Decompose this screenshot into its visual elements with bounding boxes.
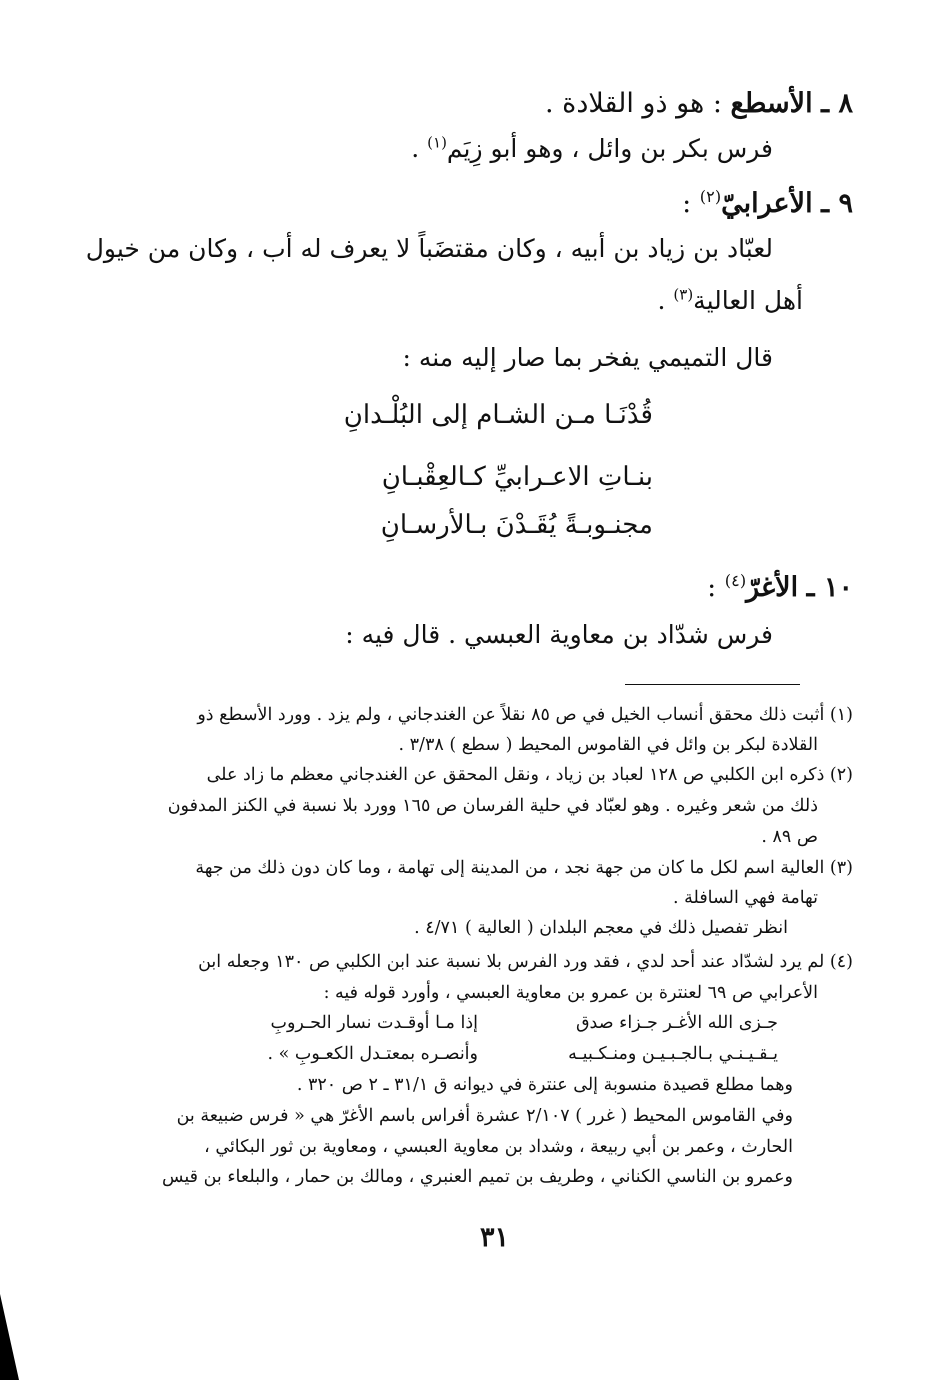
- footnote-2-line: ذلك من شعر وغيره . وهو لعبّاد في حلية الفرسان ص ١٦٥ وورد بلا نسبة في الكنز المدفون: [167, 796, 818, 816]
- footnote-4-verse-2a: يـقـيـنـي بـالجـبـيـن ومنـكـبيـه: [568, 1044, 778, 1064]
- verse-line: قُدْنَـا مـن الشـام إلى البُلْـدانِ: [343, 400, 653, 430]
- verse-line: بنـاتِ الاعـرابيِّ كـالعِقْبـانِ: [381, 462, 653, 492]
- footnote-2-line: ص ٨٩ .: [761, 827, 818, 847]
- footnote-4-line: وفي القاموس المحيط ( غرر ) ٢/١٠٧ عشرة أفراس باسم الأغرّ هي « فرس ضبيعة بن: [176, 1106, 793, 1126]
- entry-number: ٩ ـ: [821, 188, 853, 219]
- punctuation: .: [657, 286, 674, 315]
- footnote-ref: (١): [427, 133, 447, 152]
- entry-text: فرس بكر بن وائل ، وهو أبو زِيَم: [446, 134, 773, 163]
- entry-9-line-2: [657, 286, 803, 316]
- entry-name: الأسطع: [730, 88, 813, 119]
- footnote-4-verse-1a: جـزى الله الأغـر جـزاء صدق: [575, 1013, 778, 1033]
- footnote-4-line: وهما مطلع قصيدة منسوبة إلى عنترة في ديوانه ق ٣١/١ ـ ٢ ص ٣٢٠ .: [296, 1075, 793, 1095]
- footnote-4-line: الحارث ، وعمر بن أبي ربيعة ، وشداد بن معاوية العبسي ، ومعاوية بن ثور البكائي ،: [204, 1137, 793, 1157]
- footnote-1-line: (١) أثبت ذلك محقق أنساب الخيل في ص ٨٥ نقلاً عن الغندجاني ، ولم يزد . وورد الأسطع ذو: [197, 705, 853, 725]
- entry-10-heading: [707, 572, 853, 604]
- footnote-ref: (٣): [673, 285, 694, 304]
- footnote-4-line: وعمرو بن الناسي الكناني ، وطريف بن تميم العنبري ، ومالك بن حمار ، والبلعاء بن قيس: [162, 1167, 793, 1187]
- footnote-3-line: (٣) العالية اسم لكل ما كان من جهة نجد ، من المدينة إلى تهامة ، وما كان دون ذلك من جهة: [195, 858, 853, 878]
- entry-number: ١٠ ـ: [806, 572, 853, 603]
- entry-name: الأغرّ: [746, 572, 799, 603]
- footnote-2-line: (٢) ذكره ابن الكلبي ص ١٢٨ لعباد بن زياد ، ونقل المحقق عن الغندجاني معظم ما زاد على: [206, 765, 853, 785]
- footnote-4-verse-1b: إذا مـا أوقـدت نسار الحـروبِ: [270, 1013, 478, 1033]
- punctuation: :: [707, 572, 725, 603]
- entry-text: أهل العالية: [693, 286, 803, 315]
- footnote-separator: [625, 684, 800, 685]
- entry-name: الأعرابيّ: [721, 188, 813, 219]
- entry-heading-rest: : هو ذو القلادة .: [545, 88, 731, 119]
- entry-9-heading: [682, 188, 853, 220]
- quote-intro: قال التميمي يفخر بما صار إليه منه :: [402, 343, 773, 372]
- entry-10-line-1: فرس شدّاد بن معاوية العبسي . قال فيه :: [345, 620, 773, 649]
- footnote-3-line: انظر تفصيل ذلك في معجم البلدان ( العالية ) ٤/٧١ .: [414, 918, 788, 938]
- entry-8-text: [411, 134, 773, 164]
- punctuation: :: [682, 188, 700, 219]
- footnote-ref: (٢): [699, 187, 722, 206]
- punctuation: .: [411, 134, 428, 163]
- footnote-3-line: تهامة فهي السافلة .: [673, 888, 818, 908]
- footnote-4-line: الأعرابي ص ٦٩ لعنترة بن عمرو بن معاوية العبسي ، وأورد قوله فيه :: [323, 983, 818, 1003]
- footnote-1-line: القلادة لبكر بن وائل في القاموس المحيط ( سطع ) ٣/٣٨ .: [398, 735, 818, 755]
- page-number: ٣١: [480, 1222, 510, 1253]
- footnote-4-verse-2b: وأنصـره بمعتـدل الكعـوبِ » .: [267, 1044, 478, 1064]
- footnote-4-line: (٤) لم يرد لشدّاد عند أحد لدي ، فقد ورد الفرس بلا نسبة عند ابن الكلبي ص ١٣٠ وجعله ابن: [198, 952, 853, 972]
- verse-line: مجنـوبـةً يُقَـدْنَ بـالأرسـانِ: [380, 510, 653, 540]
- entry-8-heading: [545, 88, 853, 120]
- scan-corner-mark: [0, 1294, 19, 1380]
- entry-number: ٨ ـ: [821, 88, 853, 119]
- entry-9-line-1: لعبّاد بن زياد بن أبيه ، وكان مقتضَباً لا يعرف له أب ، وكان من خيول: [85, 234, 773, 263]
- footnote-ref: (٤): [724, 571, 747, 590]
